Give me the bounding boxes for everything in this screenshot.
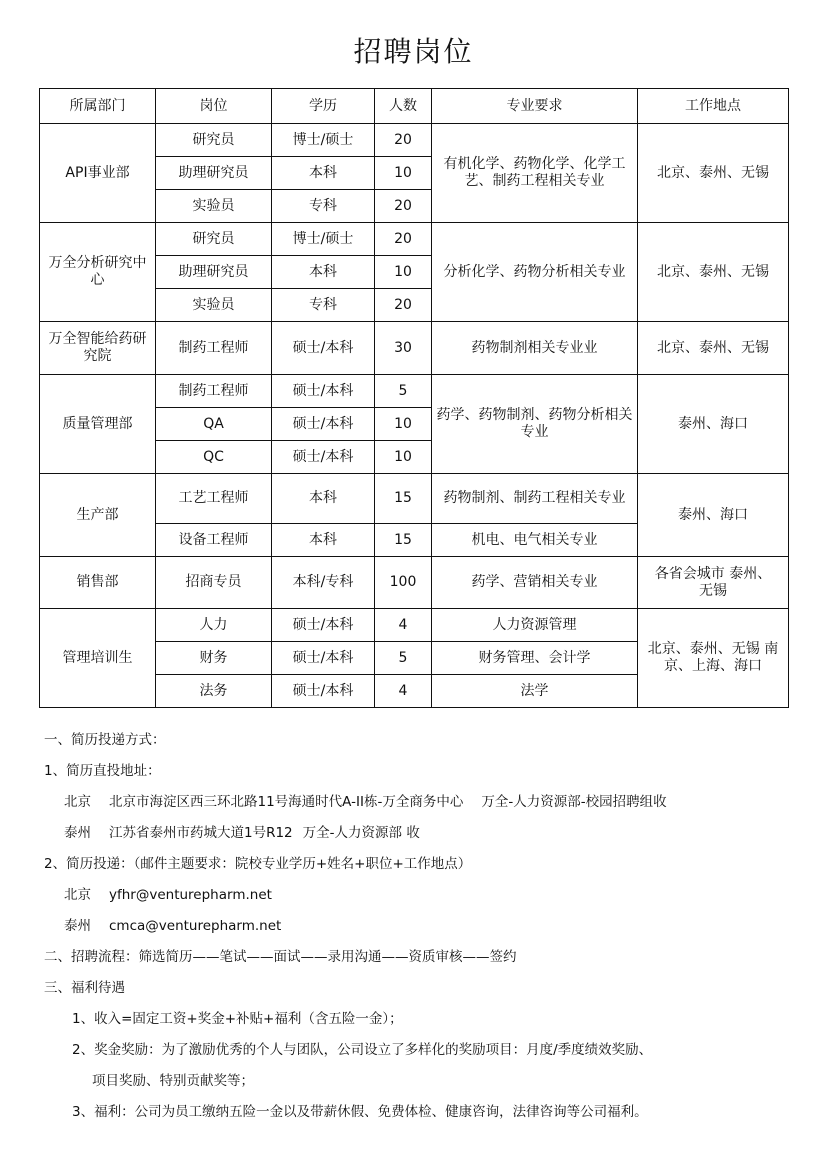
degree-cell: 本科 bbox=[272, 474, 375, 524]
position-cell: QA bbox=[156, 408, 272, 441]
count-cell: 5 bbox=[375, 642, 432, 675]
count-cell: 10 bbox=[375, 157, 432, 190]
location-cell: 北京、泰州、无锡 bbox=[638, 124, 789, 223]
table-row bbox=[40, 557, 789, 609]
dept-cell: 质量管理部 bbox=[40, 375, 156, 474]
table-row bbox=[40, 322, 789, 375]
beijing-city-label: 北京 bbox=[64, 794, 91, 810]
header-dept: 所属部门 bbox=[40, 89, 156, 124]
dept-cell: 万全分析研究中心 bbox=[40, 223, 156, 322]
position-cell: 实验员 bbox=[156, 289, 272, 322]
dept-cell: API事业部 bbox=[40, 124, 156, 223]
beijing-email-city: 北京 bbox=[64, 887, 91, 903]
beijing-address-line bbox=[64, 790, 667, 810]
dept-cell: 销售部 bbox=[40, 557, 156, 609]
process-line: 二、招聘流程：筛选简历——笔试——面试——录用沟通——资质审核——签约 bbox=[44, 949, 517, 965]
count-cell: 4 bbox=[375, 609, 432, 642]
count-cell: 20 bbox=[375, 124, 432, 157]
taizhou-recipient: 万全-人力资源部 收 bbox=[302, 825, 420, 841]
dept-cell: 生产部 bbox=[40, 474, 156, 557]
degree-cell: 本科 bbox=[272, 256, 375, 289]
major-cell: 药物制剂相关专业业 bbox=[432, 322, 638, 375]
taizhou-email-line bbox=[64, 914, 281, 934]
header-location: 工作地点 bbox=[638, 89, 789, 124]
taizhou-address-line bbox=[64, 821, 420, 841]
degree-cell: 本科 bbox=[272, 157, 375, 190]
benefit-bonus: 2、奖金奖励：为了激励优秀的个人与团队，公司设立了多样化的奖励项目：月度/季度绩效奖励、 bbox=[72, 1042, 653, 1058]
degree-cell: 博士/硕士 bbox=[272, 223, 375, 256]
location-cell: 各省会城市 泰州、无锡 bbox=[638, 557, 789, 609]
beijing-email-line bbox=[64, 883, 272, 903]
position-cell: 实验员 bbox=[156, 190, 272, 223]
location-cell: 北京、泰州、无锡 南京、上海、海口 bbox=[638, 609, 789, 708]
degree-cell: 博士/硕士 bbox=[272, 124, 375, 157]
count-cell: 20 bbox=[375, 289, 432, 322]
direct-address-heading: 1、简历直投地址： bbox=[44, 763, 161, 779]
table-row bbox=[40, 474, 789, 524]
beijing-email[interactable]: yfhr@venturepharm.net bbox=[109, 887, 272, 903]
count-cell: 20 bbox=[375, 223, 432, 256]
degree-cell: 硕士/本科 bbox=[272, 322, 375, 375]
header-major: 专业要求 bbox=[432, 89, 638, 124]
count-cell: 10 bbox=[375, 256, 432, 289]
degree-cell: 专科 bbox=[272, 190, 375, 223]
dept-cell: 管理培训生 bbox=[40, 609, 156, 708]
header-position: 岗位 bbox=[156, 89, 272, 124]
degree-cell: 硕士/本科 bbox=[272, 375, 375, 408]
major-cell: 分析化学、药物分析相关专业 bbox=[432, 223, 638, 322]
beijing-address: 北京市海淀区西三环北路11号海通时代A-II栋-万全商务中心 bbox=[109, 794, 464, 810]
major-cell: 有机化学、药物化学、化学工艺、制药工程相关专业 bbox=[432, 124, 638, 223]
table-row bbox=[40, 609, 789, 642]
degree-cell: 硕士/本科 bbox=[272, 675, 375, 708]
degree-cell: 硕士/本科 bbox=[272, 642, 375, 675]
position-cell: 招商专员 bbox=[156, 557, 272, 609]
benefit-welfare: 3、福利：公司为员工缴纳五险一金以及带薪休假、免费体检、健康咨询，法律咨询等公司福利。 bbox=[72, 1104, 648, 1120]
count-cell: 30 bbox=[375, 322, 432, 375]
location-cell: 北京、泰州、无锡 bbox=[638, 223, 789, 322]
page-title: 招聘岗位 bbox=[353, 35, 474, 68]
count-cell: 10 bbox=[375, 408, 432, 441]
degree-cell: 硕士/本科 bbox=[272, 441, 375, 474]
major-cell: 财务管理、会计学 bbox=[432, 642, 638, 675]
position-cell: 工艺工程师 bbox=[156, 474, 272, 524]
major-cell: 药物制剂、制药工程相关专业 bbox=[432, 474, 638, 524]
degree-cell: 硕士/本科 bbox=[272, 609, 375, 642]
position-cell: 财务 bbox=[156, 642, 272, 675]
section-resume-heading: 一、简历投递方式： bbox=[44, 732, 166, 748]
table-row bbox=[40, 375, 789, 408]
degree-cell: 专科 bbox=[272, 289, 375, 322]
count-cell: 15 bbox=[375, 474, 432, 524]
degree-cell: 本科/专科 bbox=[272, 557, 375, 609]
count-cell: 10 bbox=[375, 441, 432, 474]
table-header-row bbox=[40, 89, 789, 124]
major-cell: 药学、营销相关专业 bbox=[432, 557, 638, 609]
taizhou-city-label: 泰州 bbox=[64, 825, 91, 841]
taizhou-email-city: 泰州 bbox=[64, 918, 91, 934]
degree-cell: 本科 bbox=[272, 524, 375, 557]
position-cell: QC bbox=[156, 441, 272, 474]
position-cell: 设备工程师 bbox=[156, 524, 272, 557]
benefits-heading: 三、福利待遇 bbox=[44, 980, 125, 996]
count-cell: 15 bbox=[375, 524, 432, 557]
taizhou-email[interactable]: cmca@venturepharm.net bbox=[109, 918, 282, 934]
benefit-bonus-cont: 项目奖励、特别贡献奖等； bbox=[92, 1073, 254, 1089]
header-degree: 学历 bbox=[272, 89, 375, 124]
major-cell: 人力资源管理 bbox=[432, 609, 638, 642]
position-cell: 制药工程师 bbox=[156, 375, 272, 408]
position-cell: 助理研究员 bbox=[156, 256, 272, 289]
count-cell: 5 bbox=[375, 375, 432, 408]
taizhou-address: 江苏省泰州市药城大道1号R12 bbox=[109, 825, 293, 841]
table-row bbox=[40, 223, 789, 256]
location-cell: 泰州、海口 bbox=[638, 474, 789, 557]
count-cell: 4 bbox=[375, 675, 432, 708]
position-cell: 研究员 bbox=[156, 124, 272, 157]
location-cell: 泰州、海口 bbox=[638, 375, 789, 474]
header-count: 人数 bbox=[375, 89, 432, 124]
recruitment-table bbox=[39, 88, 789, 708]
major-cell: 机电、电气相关专业 bbox=[432, 524, 638, 557]
position-cell: 研究员 bbox=[156, 223, 272, 256]
degree-cell: 硕士/本科 bbox=[272, 408, 375, 441]
position-cell: 法务 bbox=[156, 675, 272, 708]
beijing-recipient: 万全-人力资源部-校园招聘组收 bbox=[481, 794, 667, 810]
dept-cell: 万全智能给药研究院 bbox=[40, 322, 156, 375]
major-cell: 法学 bbox=[432, 675, 638, 708]
count-cell: 20 bbox=[375, 190, 432, 223]
position-cell: 制药工程师 bbox=[156, 322, 272, 375]
position-cell: 助理研究员 bbox=[156, 157, 272, 190]
count-cell: 100 bbox=[375, 557, 432, 609]
table-row bbox=[40, 124, 789, 157]
email-heading: 2、简历投递：（邮件主题要求：院校专业学历+姓名+职位+工作地点） bbox=[44, 856, 472, 872]
major-cell: 药学、药物制剂、药物分析相关专业 bbox=[432, 375, 638, 474]
position-cell: 人力 bbox=[156, 609, 272, 642]
benefit-income: 1、收入=固定工资+奖金+补贴+福利（含五险一金）； bbox=[72, 1011, 403, 1027]
location-cell: 北京、泰州、无锡 bbox=[638, 322, 789, 375]
